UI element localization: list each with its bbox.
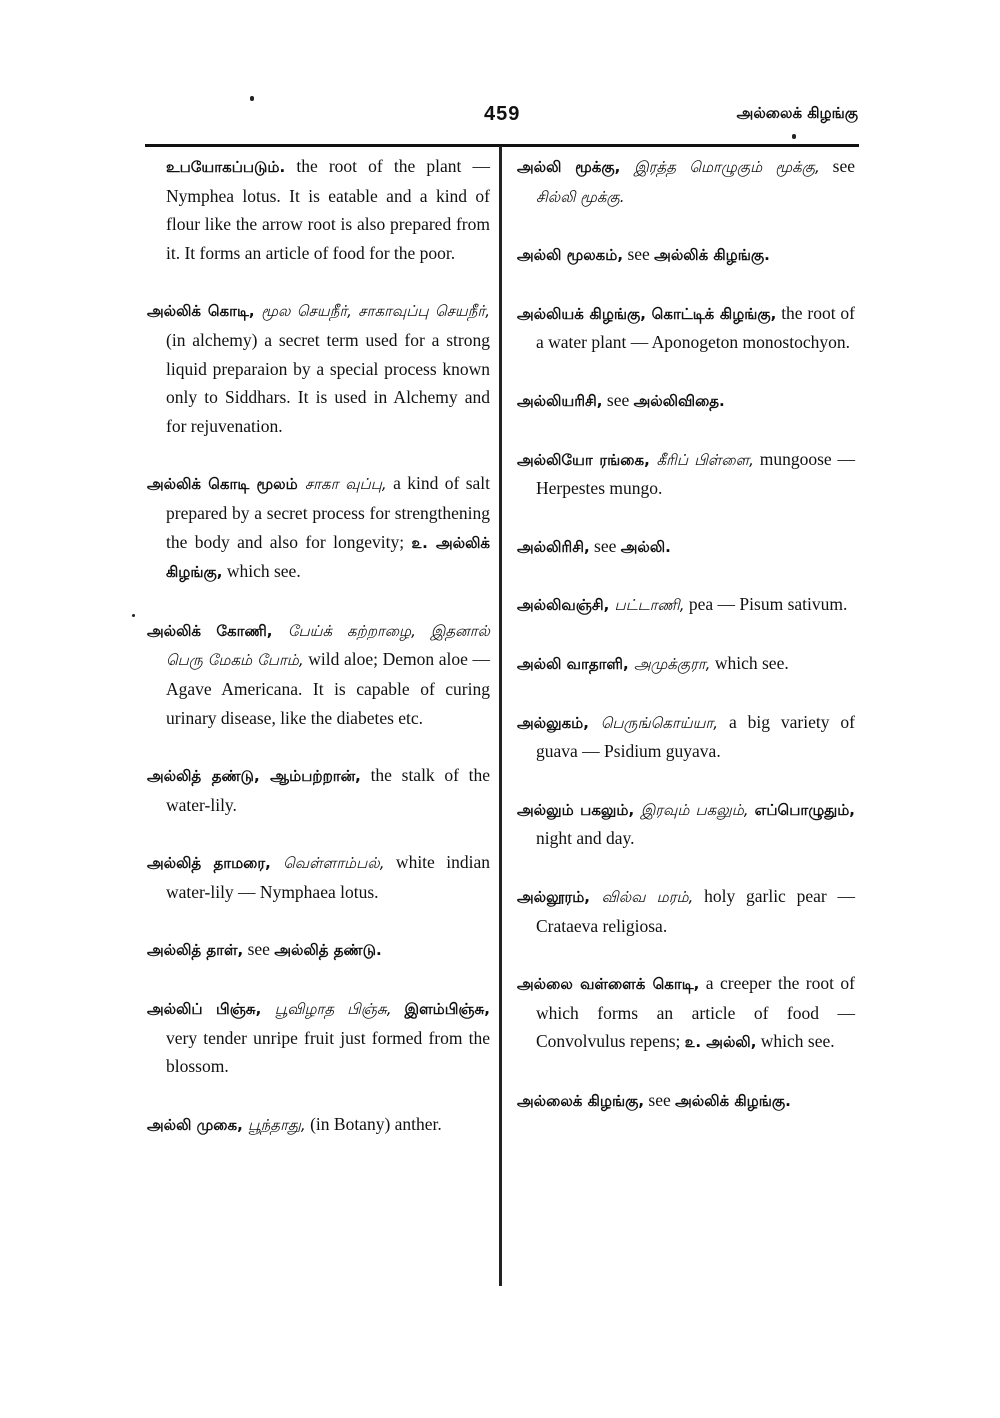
headword: அல்லி மூலகம்,: [517, 246, 624, 265]
dictionary-entry: [517, 708, 855, 766]
tamil-synonym: மூல செயநீர், சாகாவுப்பு செயநீர்,: [261, 302, 491, 321]
definition-text: a big variety of guava — Psidium guyava.: [536, 711, 855, 762]
definition-text: see: [819, 156, 855, 176]
headword: அல்லூரம்,: [517, 887, 602, 906]
headword: அல்லித் தண்டு.: [274, 941, 382, 960]
right-column: [517, 152, 855, 1144]
definition-text: see: [644, 1089, 676, 1110]
headword: அல்லி.: [620, 537, 671, 556]
dictionary-entry: [517, 445, 855, 503]
definition-text: a creeper the root of which forms an article of food — Convolvulus repens;: [536, 973, 856, 1052]
definition-text: pea — Pisum sativum.: [684, 594, 848, 615]
dictionary-entry: [517, 299, 855, 357]
dictionary-entry: [517, 795, 855, 853]
headword: அல்லிக் கிழங்கு.: [675, 1091, 791, 1110]
tamil-synonym: இரவும் பகலும்,: [640, 800, 755, 819]
dictionary-entry: [517, 386, 855, 416]
headword: அல்லிக் கொடி,: [147, 302, 262, 321]
dictionary-entry: [517, 649, 855, 679]
definition-text: holy garlic pear — Crataeva religiosa.: [536, 885, 855, 936]
headword: அல்லிக் கோணி,: [147, 621, 288, 640]
headword: அல்லிவிதை.: [633, 391, 725, 410]
tamil-synonym: பட்டாணி,: [614, 596, 685, 615]
dictionary-entry: [517, 969, 855, 1057]
definition-text: mungoose — Herpestes mungo.: [536, 448, 855, 499]
dictionary-entry: [517, 532, 855, 562]
tamil-synonym: பூந்தாது,: [248, 1115, 306, 1134]
dictionary-entry: [147, 761, 490, 819]
definition-text: which see.: [222, 561, 301, 582]
dictionary-entry: [517, 152, 855, 211]
headword: இளம்பிஞ்சு,: [404, 1000, 490, 1019]
headword: அல்லித் தண்டு, ஆம்பற்றான்,: [147, 767, 361, 786]
headword: அல்லியக் கிழங்கு, கொட்டிக் கிழங்கு,: [517, 304, 777, 323]
definition-text: see: [243, 939, 275, 960]
headword: அல்லிவஞ்சி,: [517, 596, 615, 615]
headword: அல்லியரிசி,: [517, 391, 603, 410]
headword: அல்லை வள்ளைக் கொடி,: [517, 975, 700, 994]
definition-text: see: [623, 244, 655, 265]
page-number: 459: [484, 103, 521, 125]
header-rule: [145, 144, 859, 147]
dictionary-entry: [147, 1110, 490, 1140]
dictionary-entry: [517, 882, 855, 940]
definition-text: see: [589, 535, 621, 556]
tamil-synonym: சாகா வுப்பு,: [304, 475, 387, 494]
headword: அல்லைக் கிழங்கு,: [517, 1091, 645, 1110]
headword: எப்பொழுதும்,: [754, 800, 855, 819]
definition-text: the root of a water plant — Aponogeton monostochyon.: [536, 302, 855, 353]
dictionary-entry: [517, 1086, 855, 1116]
headword: உபயோகப்படும்.: [166, 158, 286, 176]
definition-text: a kind of salt prepared by a secret process for strengthening the body and also for longevity;: [166, 473, 490, 552]
stray-mark: [132, 614, 135, 617]
headword: அல்லுகம்,: [517, 713, 601, 732]
tamil-synonym: வில்வ மரம்,: [601, 887, 694, 906]
tamil-synonym: கீரிப் பிள்ளை,: [656, 450, 754, 469]
tamil-synonym: வெள்ளாம்பல்,: [283, 854, 385, 873]
definition-text: white indian water-lily — Nymphaea lotus.: [166, 852, 491, 902]
definition-text: see: [602, 389, 634, 410]
tamil-synonym: பெருங்கொய்யா,: [600, 713, 719, 732]
tamil-synonym: அமுக்குரா,: [633, 654, 711, 673]
headword: ௨. அல்லி,: [684, 1033, 757, 1052]
tamil-synonym: பூவிழாத பிஞ்சு,: [274, 1000, 405, 1019]
dictionary-entry: [147, 848, 490, 906]
definition-text: wild aloe; Demon aloe — Agave Americana. It is capable of curing urinary disease, like the diabetes etc.: [166, 649, 490, 728]
headword: அல்லி முகை,: [147, 1115, 248, 1134]
left-column: [147, 152, 490, 1168]
stray-mark: [792, 134, 796, 139]
headword: அல்லித் தாள்,: [147, 941, 244, 960]
definition-text: (in Botany) anther.: [305, 1113, 442, 1134]
dictionary-entry: [517, 590, 855, 620]
headword: ௨. அல்லிக் கிழங்கு,: [166, 533, 490, 582]
dictionary-entry: [517, 240, 855, 270]
headword: அல்லிரிசி,: [517, 537, 590, 556]
headword: அல்லியோ ரங்கை,: [517, 450, 657, 469]
tamil-synonym: பேய்க் கற்றாழை, இதனால் பெரு மேகம் போம்,: [166, 621, 490, 670]
definition-text: the stalk of the water-lily.: [166, 765, 491, 815]
dictionary-entry: [147, 935, 490, 965]
dictionary-entry: [147, 616, 490, 732]
definition-text: night and day.: [536, 828, 635, 849]
headword: அல்லிக் கொடி மூலம்: [147, 475, 305, 494]
dictionary-entry: [147, 469, 490, 586]
dictionary-entry: [147, 994, 490, 1081]
definition-text: which see.: [710, 652, 789, 673]
definition-text: the root of the plant — Nymphea lotus. It is eatable and a kind of flour like the arrow root is also prepared from it. It forms an article of food for the poor.: [166, 156, 490, 263]
headword: அல்லி வாதாளி,: [517, 654, 634, 673]
dictionary-entry: [147, 296, 490, 440]
definition-text: which see.: [756, 1031, 835, 1052]
stray-mark: [250, 96, 254, 101]
headword: அல்லிப் பிஞ்சு,: [147, 1000, 275, 1019]
column-divider: [499, 146, 502, 1286]
headword: அல்லிக் கிழங்கு.: [654, 246, 770, 265]
dictionary-entry-continued: [147, 152, 490, 267]
headword: அல்லி மூக்கு,: [517, 158, 635, 176]
definition-text: (in alchemy) a secret term used for a strong liquid preparaion by a special process known only to Siddhars. It is used in Alchemy and for rejuvenation.: [166, 329, 490, 436]
running-head: அல்லைக் கிழங்கு: [736, 104, 858, 122]
tamil-synonym: இரத்த மொழுகும் மூக்கு,: [634, 158, 820, 176]
tamil-synonym: சில்லி மூக்கு.: [536, 187, 625, 206]
definition-text: very tender unripe fruit just formed from the blossom.: [166, 1027, 490, 1077]
headword: அல்லும் பகலும்,: [517, 800, 641, 819]
headword: அல்லித் தாமரை,: [147, 854, 284, 873]
